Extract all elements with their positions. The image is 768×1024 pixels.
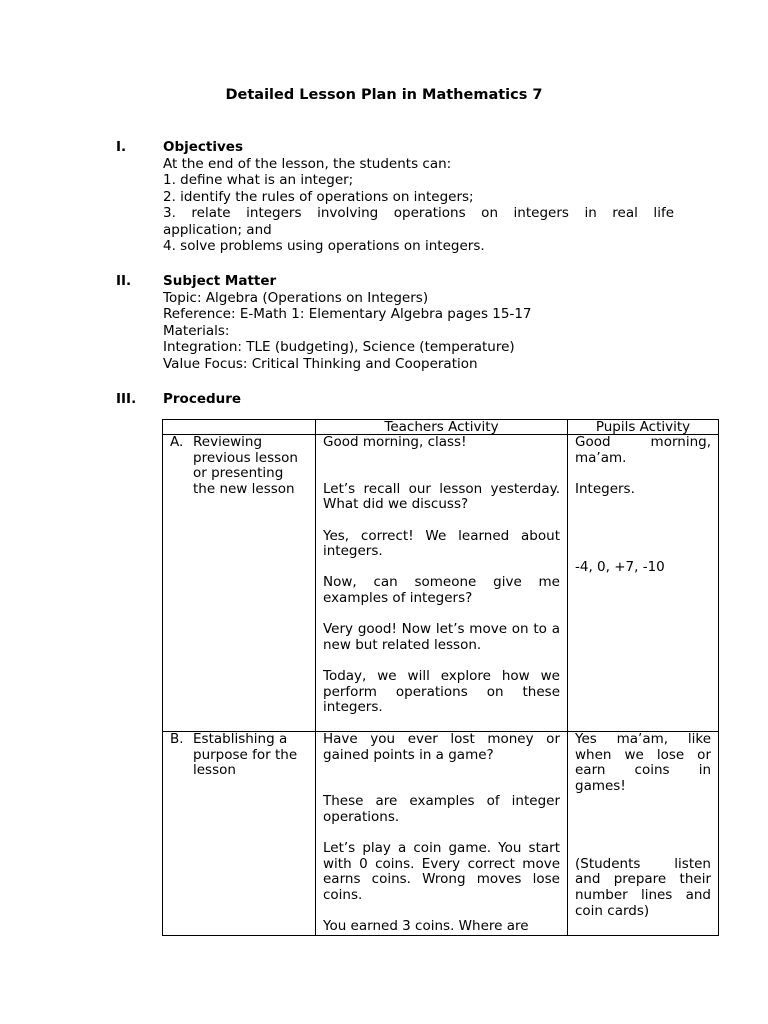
teacher-line: These are examples of integer operations.: [323, 793, 560, 825]
subject-value-focus: Value Focus: Critical Thinking and Cooperation: [163, 355, 478, 372]
phase-letter: B.: [170, 731, 184, 747]
teacher-cell: [316, 435, 568, 732]
spacer: [575, 826, 711, 842]
spacer: [575, 544, 711, 560]
teacher-line: Let’s recall our lesson yesterday. What did we discuss?: [323, 480, 560, 513]
section-subject-matter: [116, 273, 676, 377]
spacer: [323, 904, 560, 920]
spacer: [323, 763, 560, 779]
teacher-cell: [316, 732, 568, 936]
phase-label: [170, 435, 308, 497]
section-objectives: [116, 139, 676, 259]
subject-reference: Reference: E-Math 1: Elementary Algebra pages 15-17: [163, 306, 532, 322]
spacer: [323, 779, 560, 795]
spacer: [323, 826, 560, 842]
phase-text: Establishing a purpose for the lesson: [193, 731, 298, 779]
teacher-line: Very good! Now let’s move on to a new but related lesson.: [323, 621, 560, 653]
table-body: [163, 435, 719, 936]
subject-topic: Topic: Algebra (Operations on Integers): [163, 289, 429, 306]
spacer: [323, 466, 560, 482]
section-procedure: [116, 391, 676, 411]
document-title: Detailed Lesson Plan in Mathematics 7: [225, 87, 543, 103]
pupil-line: Yes ma’am, like when we lose or earn coins in games!: [575, 731, 711, 794]
table-row: [163, 732, 719, 936]
teacher-line: Good morning, class!: [323, 434, 467, 450]
pupil-line: Good morning, ma’am.: [575, 434, 711, 466]
teacher-line: Now, can someone give me examples of integers?: [323, 574, 560, 606]
pupil-line: (Students listen and prepare their number lines and coin cards): [575, 855, 711, 919]
spacer: [323, 607, 560, 623]
section-heading: Objectives: [163, 139, 243, 155]
table-header-pupil: Pupils Activity: [568, 420, 719, 435]
spacer: [323, 451, 560, 467]
section-body: [163, 139, 674, 255]
table-row: [163, 435, 719, 732]
teacher-line: Yes, correct! We learned about integers.: [323, 527, 560, 560]
pupil-cell: [568, 435, 719, 732]
procedure-table: [162, 419, 719, 936]
section-body: [163, 391, 674, 408]
section-numeral: I.: [116, 139, 127, 155]
spacer: [575, 794, 711, 810]
pupil-cell: [568, 732, 719, 936]
pupil-line: -4, 0, +7, -10: [575, 558, 665, 575]
spacer: [575, 466, 711, 482]
pupil-line: Integers.: [575, 480, 635, 497]
teacher-line: Today, we will explore how we perform operations on these integers.: [323, 667, 560, 716]
phase-text: Reviewing previous lesson or presenting the new lesson: [193, 434, 298, 497]
objective-item: application; and: [163, 221, 272, 238]
objectives-intro: At the end of the lesson, the students can:: [163, 155, 452, 172]
spacer: [575, 497, 711, 513]
subject-integration: Integration: TLE (budgeting), Science (temperature): [163, 339, 515, 355]
teacher-line: You earned 3 coins. Where are: [323, 918, 529, 935]
phase-cell: [163, 732, 316, 936]
table-header-teacher: Teachers Activity: [316, 420, 568, 435]
spacer: [575, 529, 711, 545]
table-header-phase: [163, 420, 316, 435]
spacer: [575, 810, 711, 826]
phase-letter: A.: [170, 434, 184, 450]
spacer: [575, 841, 711, 857]
spacer: [575, 513, 711, 529]
objective-item: 4. solve problems using operations on integers.: [163, 238, 485, 254]
subject-materials: Materials:: [163, 322, 230, 339]
section-numeral: III.: [116, 391, 137, 407]
section-heading: Procedure: [163, 391, 242, 407]
phase-cell: [163, 435, 316, 732]
section-body: [163, 273, 674, 372]
objective-item: 1. define what is an integer;: [163, 172, 354, 188]
objective-item: 3. relate integers involving operations on integers in real life: [163, 205, 674, 221]
spacer: [323, 513, 560, 529]
table-header-row: [163, 420, 719, 435]
section-numeral: II.: [116, 273, 132, 289]
spacer: [323, 653, 560, 669]
spacer: [323, 560, 560, 576]
section-heading: Subject Matter: [163, 273, 277, 289]
teacher-line: Have you ever lost money or gained points in a game?: [323, 731, 560, 763]
phase-label: [170, 732, 308, 779]
teacher-line: Let’s play a coin game. You start with 0 coins. Every correct move earns coins. Wrong moves lose coins.: [323, 840, 560, 903]
objective-item: 2. identify the rules of operations on integers;: [163, 188, 474, 205]
